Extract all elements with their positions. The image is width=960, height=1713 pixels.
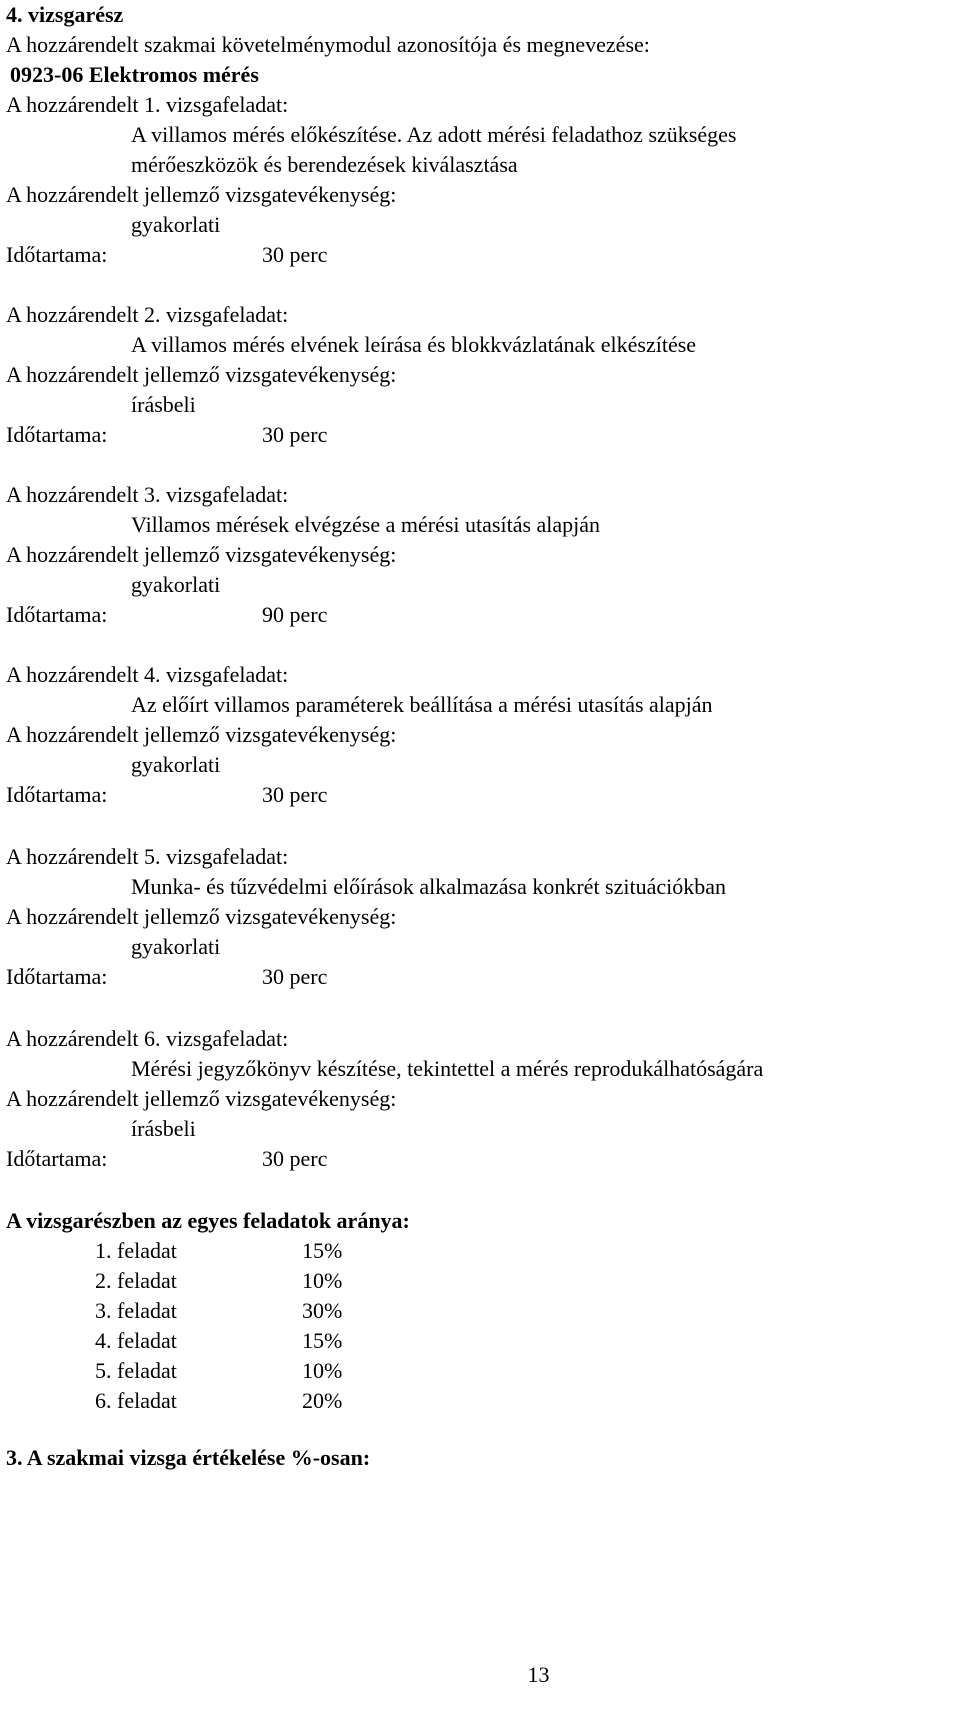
ratio-percent: 10% (302, 1358, 343, 1383)
duration-label: Időtartama: (6, 1146, 108, 1171)
activity-type: gyakorlati (131, 934, 221, 959)
evaluation-heading: 3. A szakmai vizsga értékelése %-osan: (6, 1445, 371, 1470)
ratio-heading: A vizsgarészben az egyes feladatok aránya: (6, 1208, 410, 1233)
activity-type: írásbeli (131, 1116, 196, 1141)
ratio-task-label: 6. feladat (95, 1388, 177, 1413)
ratio-task-label: 2. feladat (95, 1268, 177, 1293)
task-description: Munka- és tűzvédelmi előírások alkalmazása konkrét szituációkban (131, 874, 727, 899)
task-heading: A hozzárendelt 6. vizsgafeladat: (6, 1026, 289, 1051)
task-heading: A hozzárendelt 5. vizsgafeladat: (6, 844, 289, 869)
task-heading: A hozzárendelt 2. vizsgafeladat: (6, 302, 289, 327)
activity-label: A hozzárendelt jellemző vizsgatevékenység: (6, 542, 397, 567)
activity-label: A hozzárendelt jellemző vizsgatevékenység: (6, 362, 397, 387)
activity-label: A hozzárendelt jellemző vizsgatevékenység: (6, 1086, 397, 1111)
ratio-task-label: 3. feladat (95, 1298, 177, 1323)
activity-type: gyakorlati (131, 212, 221, 237)
duration-value: 30 perc (262, 1146, 328, 1171)
ratio-percent: 20% (302, 1388, 343, 1413)
task-description: mérőeszközök és berendezések kiválasztása (131, 152, 518, 177)
module-name: 0923-06 Elektromos mérés (10, 62, 259, 87)
task-heading: A hozzárendelt 3. vizsgafeladat: (6, 482, 289, 507)
duration-label: Időtartama: (6, 964, 108, 989)
ratio-percent: 15% (302, 1328, 343, 1353)
ratio-percent: 10% (302, 1268, 343, 1293)
activity-type: gyakorlati (131, 752, 221, 777)
duration-label: Időtartama: (6, 422, 108, 447)
ratio-percent: 30% (302, 1298, 343, 1323)
duration-value: 30 perc (262, 422, 328, 447)
task-description: A villamos mérés előkészítése. Az adott mérési feladathoz szükséges (131, 122, 737, 147)
duration-label: Időtartama: (6, 602, 108, 627)
ratio-task-label: 4. feladat (95, 1328, 177, 1353)
module-label: A hozzárendelt szakmai követelménymodul azonosítója és megnevezése: (6, 32, 650, 57)
duration-value: 90 perc (262, 602, 328, 627)
duration-value: 30 perc (262, 242, 328, 267)
task-description: Villamos mérések elvégzése a mérési utasítás alapján (131, 512, 601, 537)
task-heading: A hozzárendelt 1. vizsgafeladat: (6, 92, 289, 117)
section-title: 4. vizsgarész (6, 2, 124, 27)
duration-value: 30 perc (262, 964, 328, 989)
ratio-task-label: 1. feladat (95, 1238, 177, 1263)
duration-label: Időtartama: (6, 242, 108, 267)
activity-label: A hozzárendelt jellemző vizsgatevékenység: (6, 722, 397, 747)
activity-type: írásbeli (131, 392, 196, 417)
task-description: Az előírt villamos paraméterek beállítása a mérési utasítás alapján (131, 692, 713, 717)
duration-label: Időtartama: (6, 782, 108, 807)
task-description: Mérési jegyzőkönyv készítése, tekintettel a mérés reprodukálhatóságára (131, 1056, 764, 1081)
task-heading: A hozzárendelt 4. vizsgafeladat: (6, 662, 289, 687)
duration-value: 30 perc (262, 782, 328, 807)
ratio-percent: 15% (302, 1238, 343, 1263)
activity-label: A hozzárendelt jellemző vizsgatevékenység: (6, 904, 397, 929)
task-description: A villamos mérés elvének leírása és blokkvázlatának elkészítése (131, 332, 697, 357)
activity-type: gyakorlati (131, 572, 221, 597)
page-number: 13 (527, 1662, 550, 1687)
activity-label: A hozzárendelt jellemző vizsgatevékenység: (6, 182, 397, 207)
ratio-task-label: 5. feladat (95, 1358, 177, 1383)
